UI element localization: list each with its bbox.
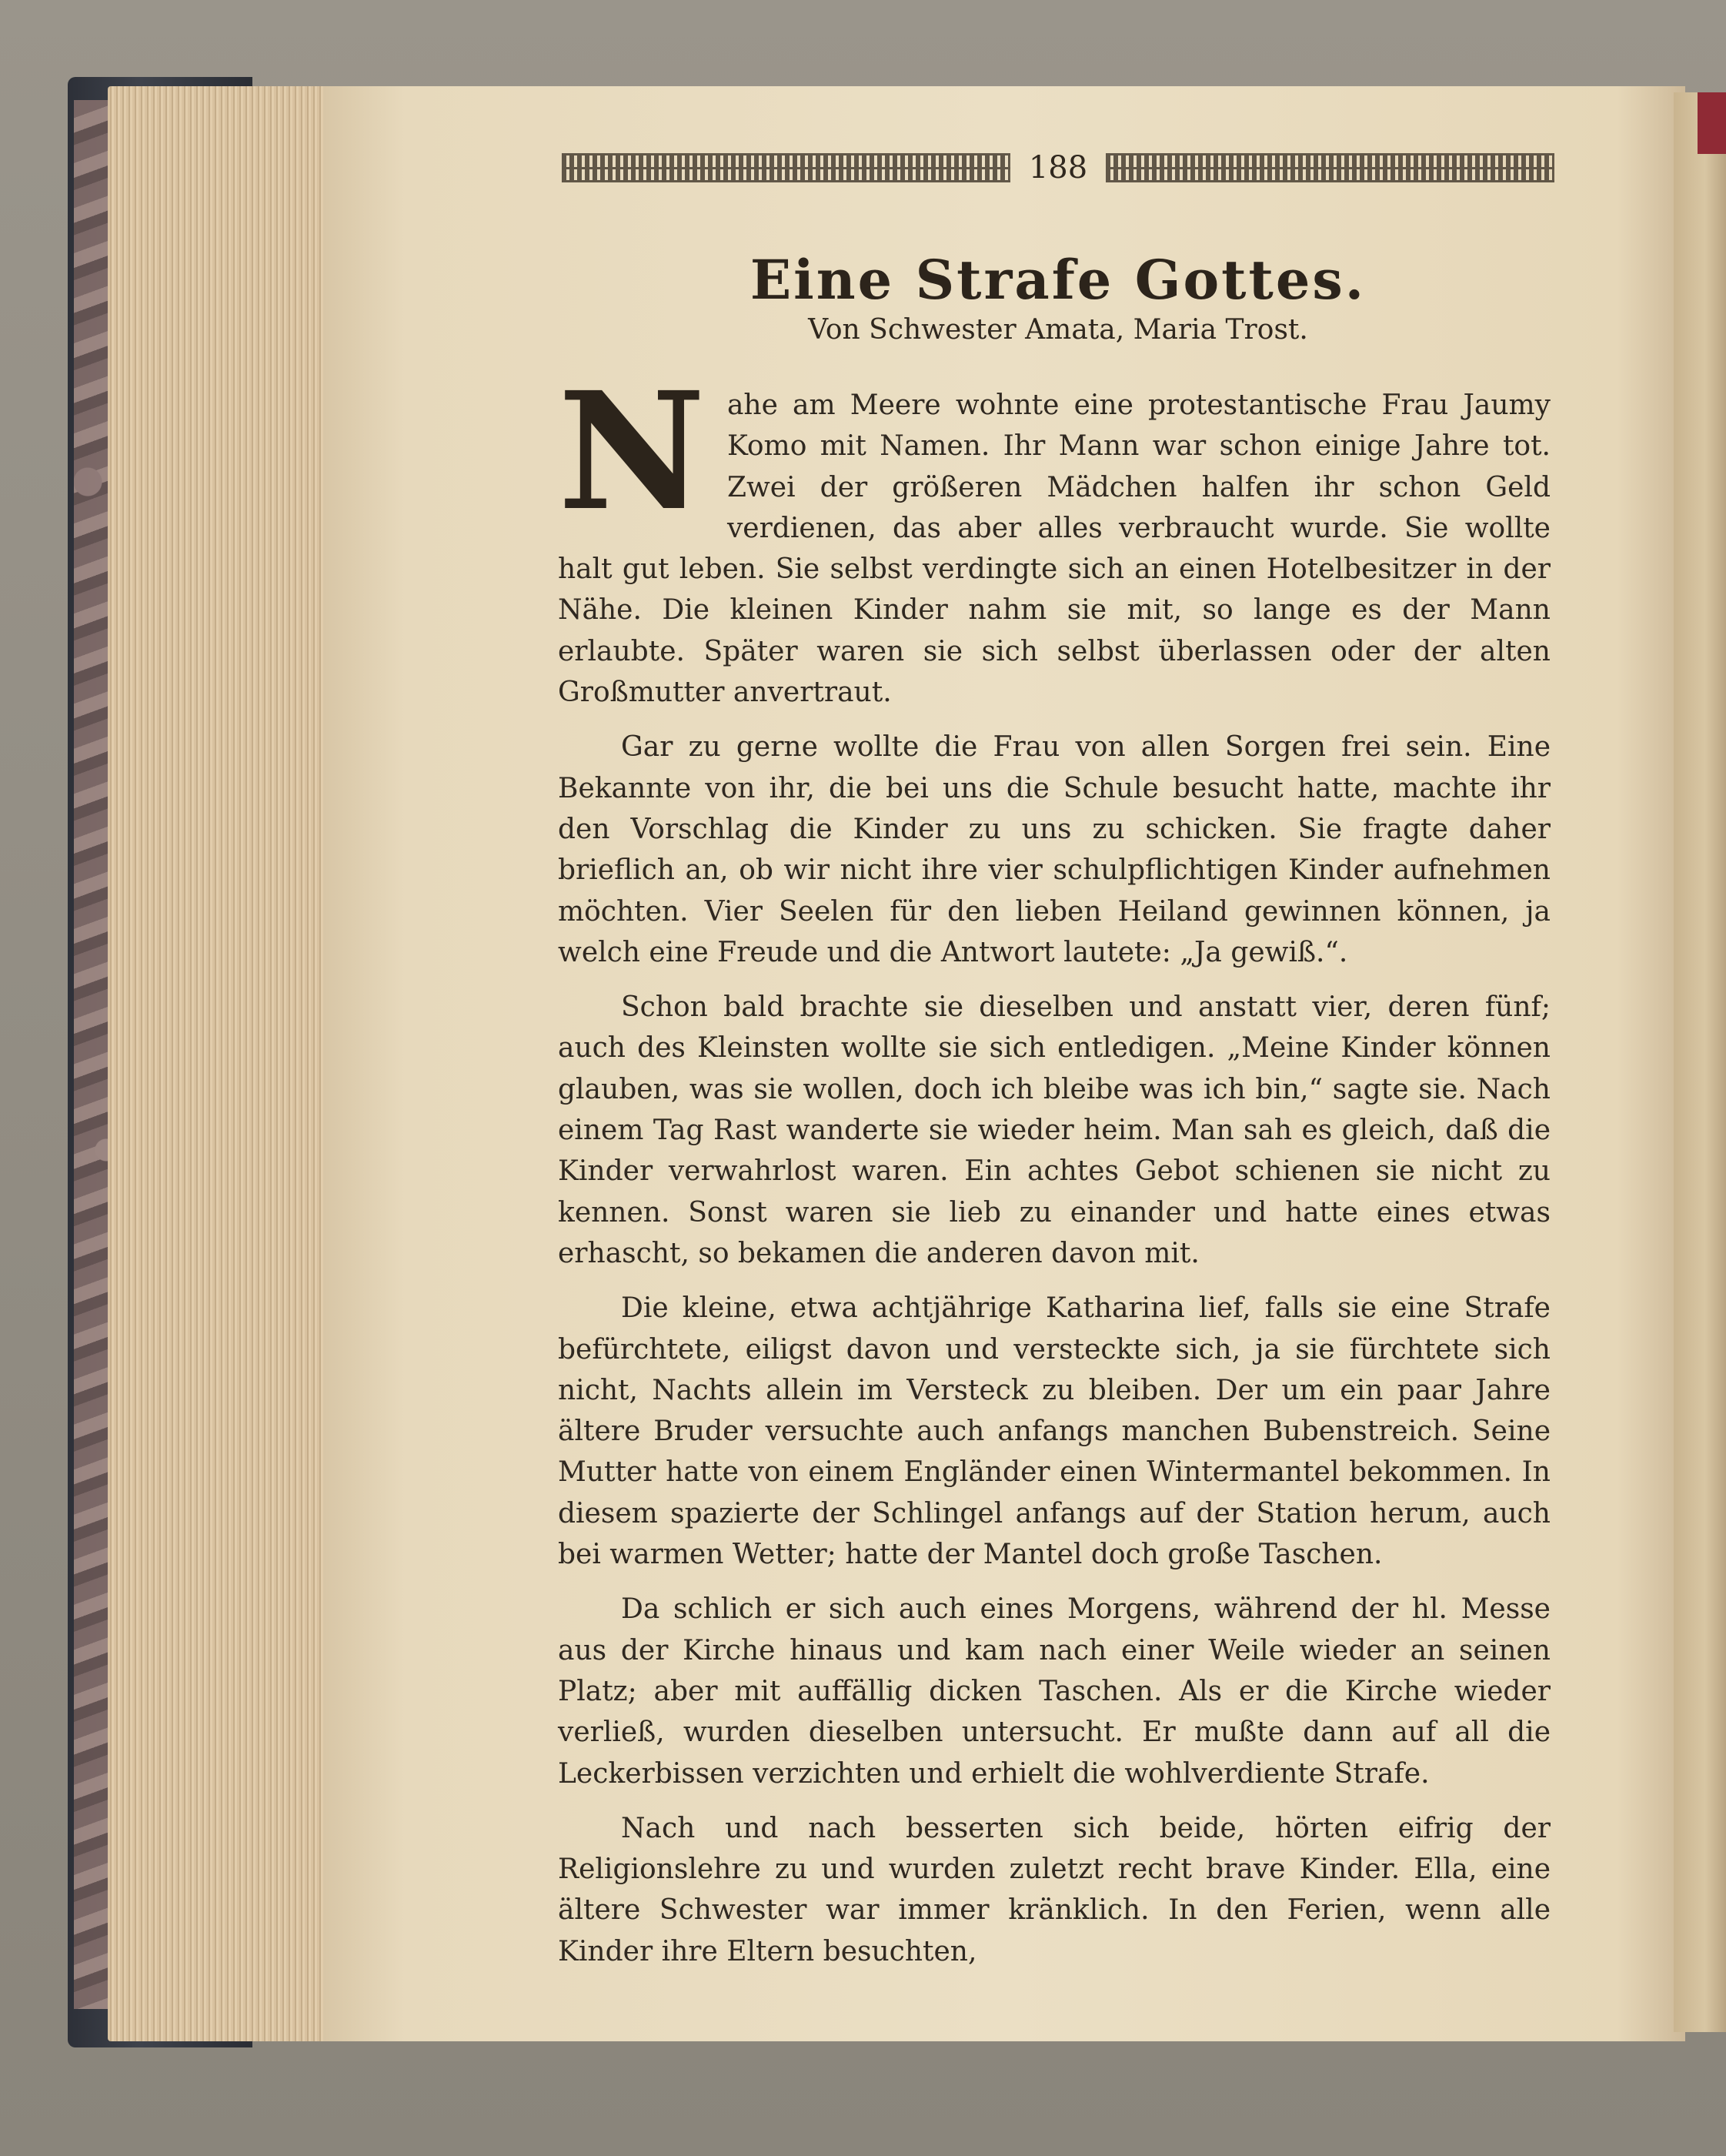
article-byline: Von Schwester Amata, Maria Trost. bbox=[808, 314, 1308, 346]
article-body bbox=[558, 356, 1551, 1986]
paragraph: Da schlich er sich auch eines Morgens, während der hl. Messe aus der Kirche hinaus und kam nach einer Weile wieder an seinen Platz; aber mit auffällig dicken Taschen. Als er die Kirche wieder verließ, wurden dieselben untersucht. Er mußte dann auf all die Leckerbissen verzichten und erhielt die wohlverdiente Strafe. bbox=[558, 1593, 1551, 1790]
page-header bbox=[562, 146, 1554, 189]
article-title: Eine Strafe Gottes. bbox=[749, 248, 1367, 312]
drop-cap: N bbox=[558, 356, 706, 547]
paragraph: Die kleine, etwa achtjährige Katharina lief, falls sie eine Strafe befürchtete, eiligst davon und versteckte sich, ja sie fürchtete sich nicht, Nachts allein im Versteck zu bleiben. Der um ein paar Jahre ältere Bruder versuchte auch anfangs manchen Bubenstreich. Seine Mutter hatte von einem Engländer einen Wintermantel bekommen. In diesem spazierte der Schlingel anfangs auf der Station herum, auch bei warmen Wetter; hatte der Mantel doch große Taschen. bbox=[558, 1292, 1551, 1571]
paragraph: Schon bald brachte sie dieselben und anstatt vier, deren fünf; auch des Kleinsten wollte sie sich entledigen. „Meine Kinder können glauben, was sie wollen, doch ich bleibe was ich bin,“ sagte sie. Nach einem Tag Rast wanderte sie wieder heim. Man sah es gleich, daß die Kinder verwahrlost waren. Ein achtes Gebot schienen sie nicht zu kennen. Sonst waren sie lieb zu einander und hatte eines etwas erhascht, so bekamen die anderen davon mit. bbox=[558, 991, 1551, 1269]
facing-page-edge bbox=[1674, 92, 1726, 2032]
paragraph: Gar zu gerne wollte die Frau von allen Sorgen frei sein. Eine Bekannte von ihr, die bei uns die Schule besucht hatte, machte ihr den Vorschlag die Kinder zu uns zu schicken. Sie fragte daher brieflich an, ob wir nicht ihre vier schulpflichtigen Kinder aufnehmen möchten. Vier Seelen für den lieben Heiland gewinnen können, ja welch eine Freude und die Antwort lautete: „Ja gewiß.“. bbox=[558, 731, 1551, 968]
paragraph-text: ahe am Meere wohnte eine protestantische Frau Jaumy Komo mit Namen. Ihr Mann war schon einige Jahre tot. Zwei der größeren Mädchen halfen ihr schon Geld verdienen, das aber alles verbraucht wurde. Sie wollte halt gut leben. Sie selbst verdingte sich an einen Hotelbesitzer in der Nähe. Die kleinen Kinder nahm sie mit, so lange es der Mann erlaubte. Später waren sie sich selbst überlassen oder der alten Großmutter anvertraut. bbox=[558, 389, 1551, 709]
page-block-edge bbox=[108, 86, 339, 2041]
header-ornament-right bbox=[1106, 153, 1554, 182]
paragraph bbox=[558, 356, 1551, 713]
paragraph: Nach und nach besserten sich beide, hörten eifrig der Religionslehre zu und wurden zuletzt recht brave Kinder. Ella, eine ältere Schwester war immer kränklich. In den Ferien, wenn alle Kinder ihre Eltern besuchten, bbox=[558, 1812, 1551, 1967]
page-number: 188 bbox=[1028, 150, 1088, 186]
header-ornament-left bbox=[562, 153, 1010, 182]
bookmark-ribbon bbox=[1698, 92, 1726, 154]
